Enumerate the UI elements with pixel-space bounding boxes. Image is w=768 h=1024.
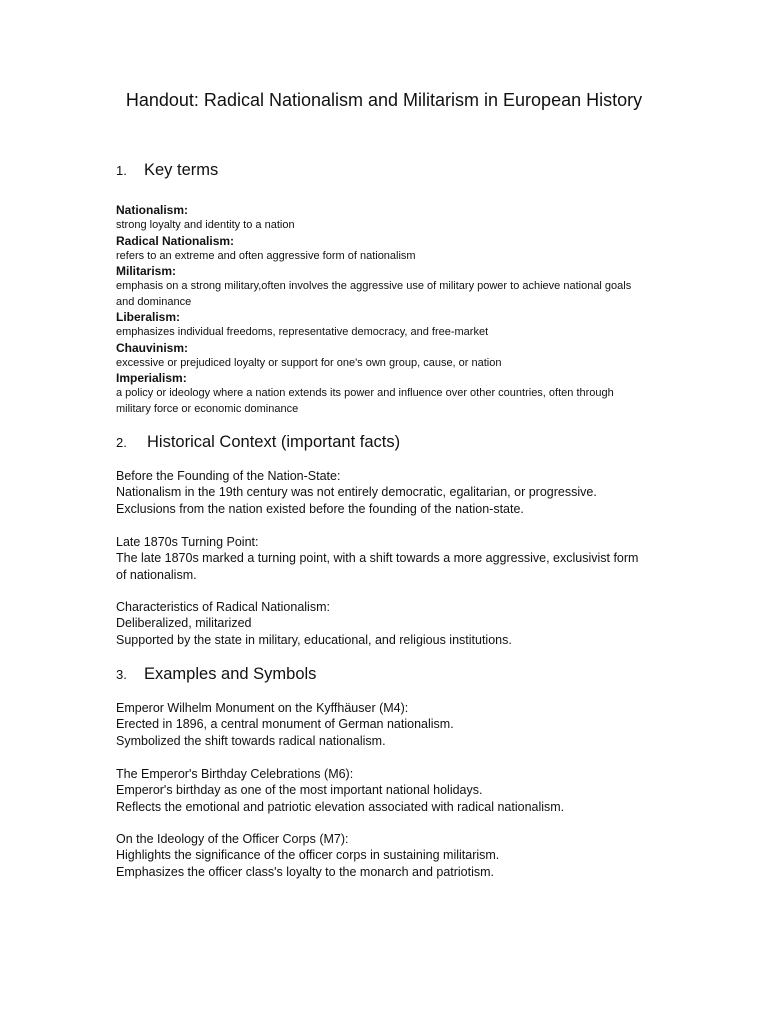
term-definition: strong loyalty and identity to a nation [116, 219, 295, 231]
term-label: Imperialism: [116, 371, 187, 385]
example-block [116, 831, 644, 880]
context-line: Exclusions from the nation existed before the founding of the nation-state. [116, 501, 524, 516]
example-heading: Emperor Wilhelm Monument on the Kyffhäuser (M4): [116, 701, 409, 715]
example-heading: On the Ideology of the Officer Corps (M7): [116, 832, 349, 846]
key-term-entry [116, 234, 648, 265]
example-line: Symbolized the shift towards radical nationalism. [116, 733, 386, 748]
section-heading-key-terms [116, 160, 218, 181]
example-line: Reflects the emotional and patriotic elevation associated with radical nationalism. [116, 799, 565, 814]
context-block [116, 534, 644, 583]
term-definition: emphasizes individual freedoms, representative democracy, and free-market [116, 326, 489, 338]
example-line: Highlights the significance of the officer corps in sustaining militarism. [116, 848, 500, 863]
term-label: Liberalism: [116, 310, 181, 324]
term-label: Radical Nationalism: [116, 233, 235, 248]
context-line: Nationalism in the 19th century was not entirely democratic, egalitarian, or progressive. [116, 485, 597, 500]
example-line: Emperor's birthday as one of the most important national holidays. [116, 783, 483, 798]
section-number: 2. [116, 435, 127, 450]
section-title: Historical Context (important facts) [147, 433, 401, 451]
section-title: Key terms [144, 161, 219, 179]
term-definition: excessive or prejudiced loyalty or support for one's own group, cause, or nation [116, 356, 502, 369]
term-definition: refers to an extreme and often aggressive form of nationalism [116, 249, 416, 262]
term-label: Militarism: [116, 264, 177, 278]
section-title: Examples and Symbols [144, 665, 317, 683]
term-label: Chauvinism: [116, 340, 189, 355]
context-line: Deliberalized, militarized [116, 616, 252, 631]
context-heading: Before the Founding of the Nation-State: [116, 469, 341, 483]
example-block [116, 766, 644, 815]
example-line: Emphasizes the officer class's loyalty to the monarch and patriotism. [116, 864, 495, 879]
key-terms-list [116, 203, 648, 417]
section-heading-examples [116, 664, 316, 685]
example-line: Erected in 1896, a central monument of German nationalism. [116, 717, 454, 732]
example-heading: The Emperor's Birthday Celebrations (M6): [116, 767, 354, 781]
context-heading: Characteristics of Radical Nationalism: [116, 600, 330, 614]
document-title: Handout: Radical Nationalism and Militarism in European History [125, 90, 643, 110]
section-number: 3. [116, 667, 127, 682]
section-heading-historical-context [116, 432, 400, 453]
key-term-entry [116, 341, 648, 372]
context-block [116, 599, 644, 648]
key-term-entry [116, 371, 648, 417]
context-line: Supported by the state in military, educational, and religious institutions. [116, 632, 512, 647]
key-term-entry [116, 203, 648, 234]
term-label: Nationalism: [116, 203, 189, 217]
context-line: The late 1870s marked a turning point, with a shift towards a more aggressive, exclusivist form of nationalism. [116, 551, 639, 582]
example-block [116, 700, 644, 749]
term-definition: a policy or ideology where a nation extends its power and influence over other countries, often through military force or economic dominance [116, 387, 614, 415]
key-term-entry [116, 264, 648, 310]
term-definition: emphasis on a strong military,often involves the aggressive use of military power to achieve national goals and dominance [116, 280, 632, 308]
key-term-entry [116, 310, 648, 341]
context-heading: Late 1870s Turning Point: [116, 535, 259, 549]
section-number: 1. [116, 163, 127, 178]
context-block [116, 468, 644, 517]
